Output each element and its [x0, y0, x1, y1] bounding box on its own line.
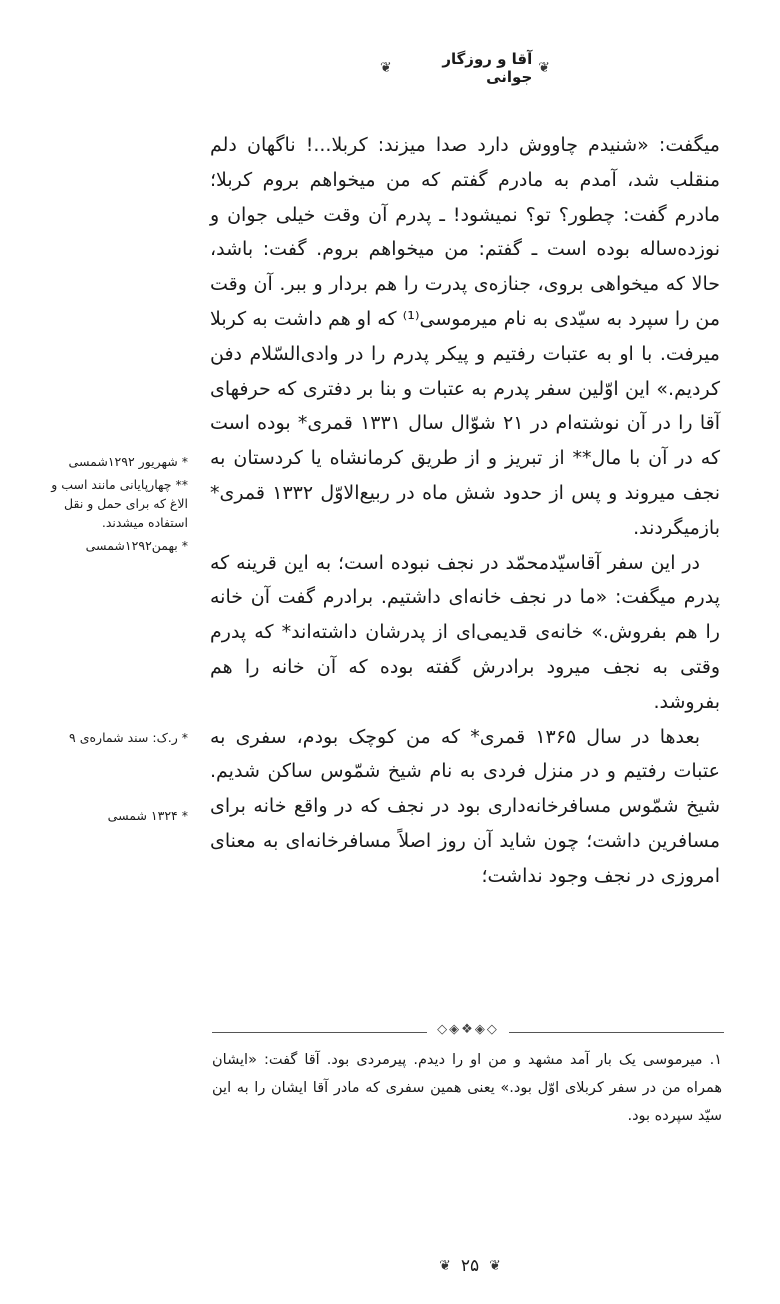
margin-note-4: * ر.ک: سند شماره‌ی ۹: [69, 730, 188, 745]
footnote: [212, 1046, 722, 1130]
running-header: [380, 52, 550, 84]
footnote-text: ۱. میرموسی یک بار آمد مشهد و من او را دیدم. پیرمردی بود. آقا گفت: «ایشان همراه من در سفر کربلای اوّل بود.» یعنی همین سفری که مادر آقا ایشان را به این سیّد سپرده بود.: [212, 1052, 722, 1124]
page-ornament-right-icon: ❦: [489, 1258, 501, 1274]
margin-note-5: * ۱۳۲۴ شمسی: [107, 808, 188, 823]
paragraph-2: در این سفر آقاسیّدمحمّد در نجف نبوده است؛ به این قرینه که پدرم میگفت: «ما در نجف خانه‌ای داشتیم. برادرم گفت آن خانه را هم بفروش.» خانه‌ی قدیمی‌ای از پدرشان داشته‌اند* که پدرم وقتی به نجف میرود برادرش گفته بوده که آن خانه را هم بفروشد.: [210, 551, 720, 713]
page-number-block: [415, 1248, 525, 1284]
page-ornament-left-icon: ❦: [439, 1258, 451, 1274]
paragraph-1: میگفت: «شنیدم چاووش دارد صدا میزند: کربلا...! ناگهان دلم منقلب شد، آمدم به مادرم گفتم که من میخواهم بروم کربلا؛ مادرم گفت: چطور؟ تو؟ نمیشود! ـ پدرم آن وقت خیلی جوان و نوزده‌ساله بوده است ـ گفتم: من میخواهم بروم. گفت: باشد، حالا که میخواهی بروی، جنازه‌ی پدرت را هم بردار و ببر. آن وقت من را سپرد به سیّدی به نام میرموسی⁽¹⁾ که او هم داشت به کربلا میرفت. با او به عتبات رفتیم و پیکر پدرم را در وادی‌السّلام دفن کردیم.» این اوّلین سفر پدرم به عتبات و بنا بر دفتری که حرفهای آقا را در آن نوشته‌ام در ۲۱ شوّال سال ۱۳۳۱ قمری* بوده است که در آن با مال** از تبریز و از طریق کرمانشاه یا کردستان به نجف میروند و پس از حدود شش ماه در ربیع‌الاوّل ۱۳۳۲ قمری* بازمیگردند.: [210, 134, 721, 539]
divider-ornament-icon: ◇◈❖◈◇: [437, 1022, 499, 1037]
header-title: آقا و روزگار جوانی: [442, 50, 533, 86]
margin-note-3: * بهمن۱۲۹۲شمسی: [85, 538, 188, 553]
margin-note-2: ** چهارپایانی مانند اسب و الاغ که برای حمل و نقل استفاده میشدند.: [51, 477, 188, 530]
margin-notes-group-1: [30, 452, 188, 559]
margin-notes-group-3: [30, 806, 188, 829]
header-ornament-right-icon: ❦: [538, 60, 550, 76]
margin-notes-group-2: [30, 728, 188, 751]
main-text: [210, 128, 720, 894]
margin-note-1: * شهریور ۱۲۹۲شمسی: [68, 454, 188, 469]
divider-line-right: [509, 1032, 724, 1033]
footnote-divider: [212, 1022, 724, 1039]
page-number: ۲۵: [460, 1256, 480, 1276]
paragraph-3: بعدها در سال ۱۳۶۵ قمری* که من کوچک بودم، سفری به عتبات رفتیم و در منزل فردی به نام شیخ شمّوس ساکن شدیم. شیخ شمّوس مسافرخانه‌داری بود در نجف که در واقع خانه برای مسافرین داشت؛ چون شاید آن روز اصلاً مسافرخانه‌ای به معنای امروزی در نجف وجود نداشت؛: [210, 725, 720, 887]
header-ornament-left-icon: ❦: [380, 60, 392, 76]
divider-line-left: [212, 1032, 427, 1033]
